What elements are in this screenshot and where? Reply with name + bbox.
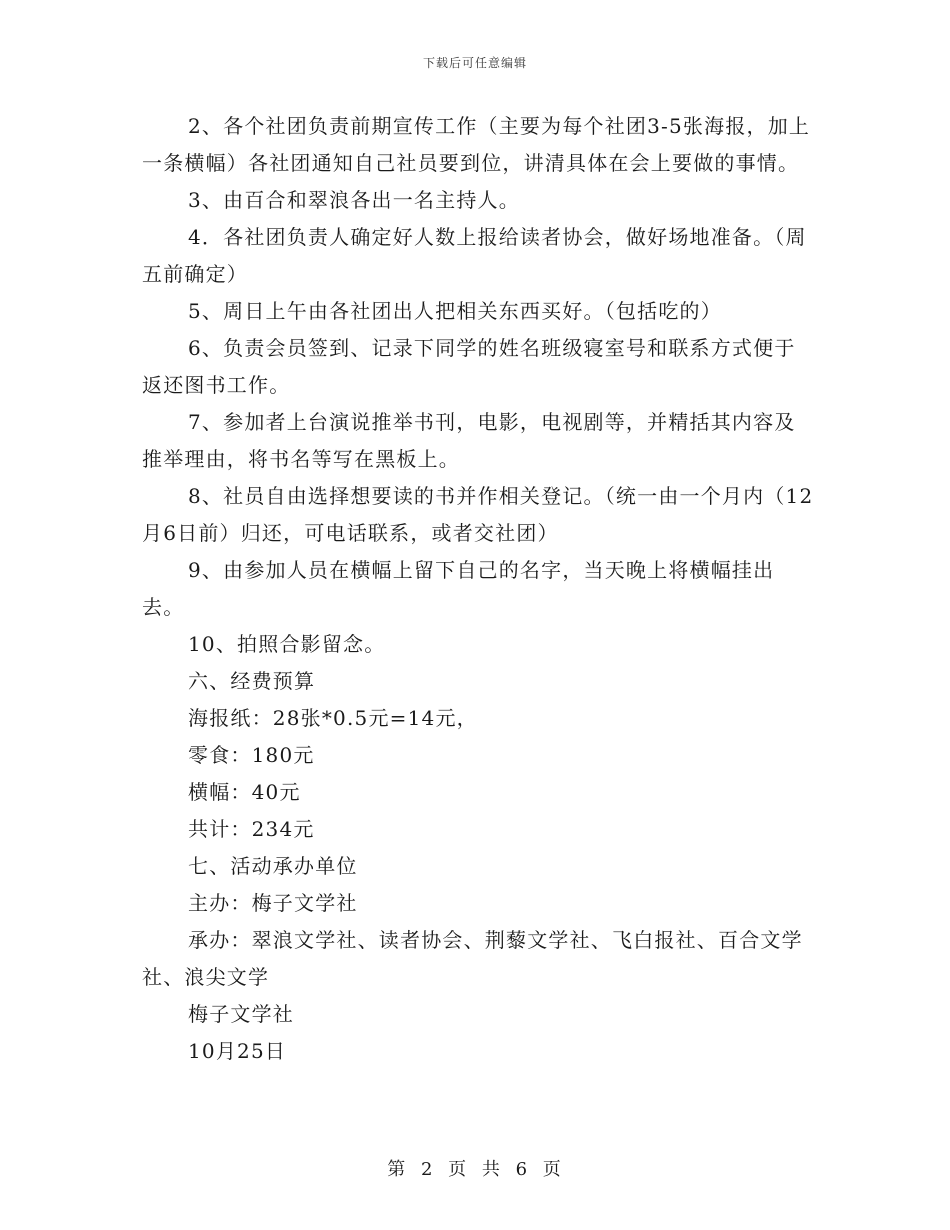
paragraph: 9、由参加人员在横幅上留下自己的名字，当天晚上将横幅挂出去。: [142, 558, 775, 619]
page-header: 下载后可任意编辑: [422, 56, 527, 70]
organizer: 主办：梅子文学社: [188, 891, 358, 915]
budget-item: 横幅：40元: [188, 780, 301, 804]
paragraph: 2、各个社团负责前期宣传工作（主要为每个社团3-5张海报，加上一条横幅）各社团通知自己社员要到位，讲清具体在会上要做的事情。: [142, 114, 811, 175]
budget-item: 零食：180元: [188, 743, 315, 767]
paragraph: 3、由百合和翠浪各出一名主持人。: [188, 188, 520, 212]
paragraph: 7、参加者上台演说推举书刊，电影，电视剧等，并精括其内容及推举理由，将书名等写在黑板上。: [142, 410, 796, 471]
page-footer: 第 2 页 共 6 页: [387, 1159, 563, 1180]
paragraph: 6、负责会员签到、记录下同学的姓名班级寝室号和联系方式便于返还图书工作。: [142, 336, 796, 397]
section-heading: 六、经费预算: [188, 669, 316, 693]
signature-org: 梅子文学社: [188, 1002, 294, 1026]
signature-date: 10月25日: [188, 1039, 287, 1063]
paragraph: 4．各社团负责人确定好人数上报给读者协会，做好场地准备。（周五前确定）: [142, 225, 807, 286]
paragraph: 8、社员自由选择想要读的书并作相关登记。（统一由一个月内（12月6日前）归还，可电话联系，或者交社团）: [142, 484, 814, 545]
paragraph: 10、拍照合影留念。: [188, 632, 386, 656]
paragraph: 5、周日上午由各社团出人把相关东西买好。（包括吃的）: [188, 299, 722, 323]
co-organizers: 承办：翠浪文学社、读者协会、荆藜文学社、飞白报社、百合文学社、浪尖文学: [142, 928, 803, 989]
section-heading: 七、活动承办单位: [188, 854, 358, 878]
document-body: [142, 108, 814, 1070]
budget-item: 海报纸：28张*0.5元=14元，: [188, 706, 478, 730]
budget-total: 共计：234元: [188, 817, 315, 841]
